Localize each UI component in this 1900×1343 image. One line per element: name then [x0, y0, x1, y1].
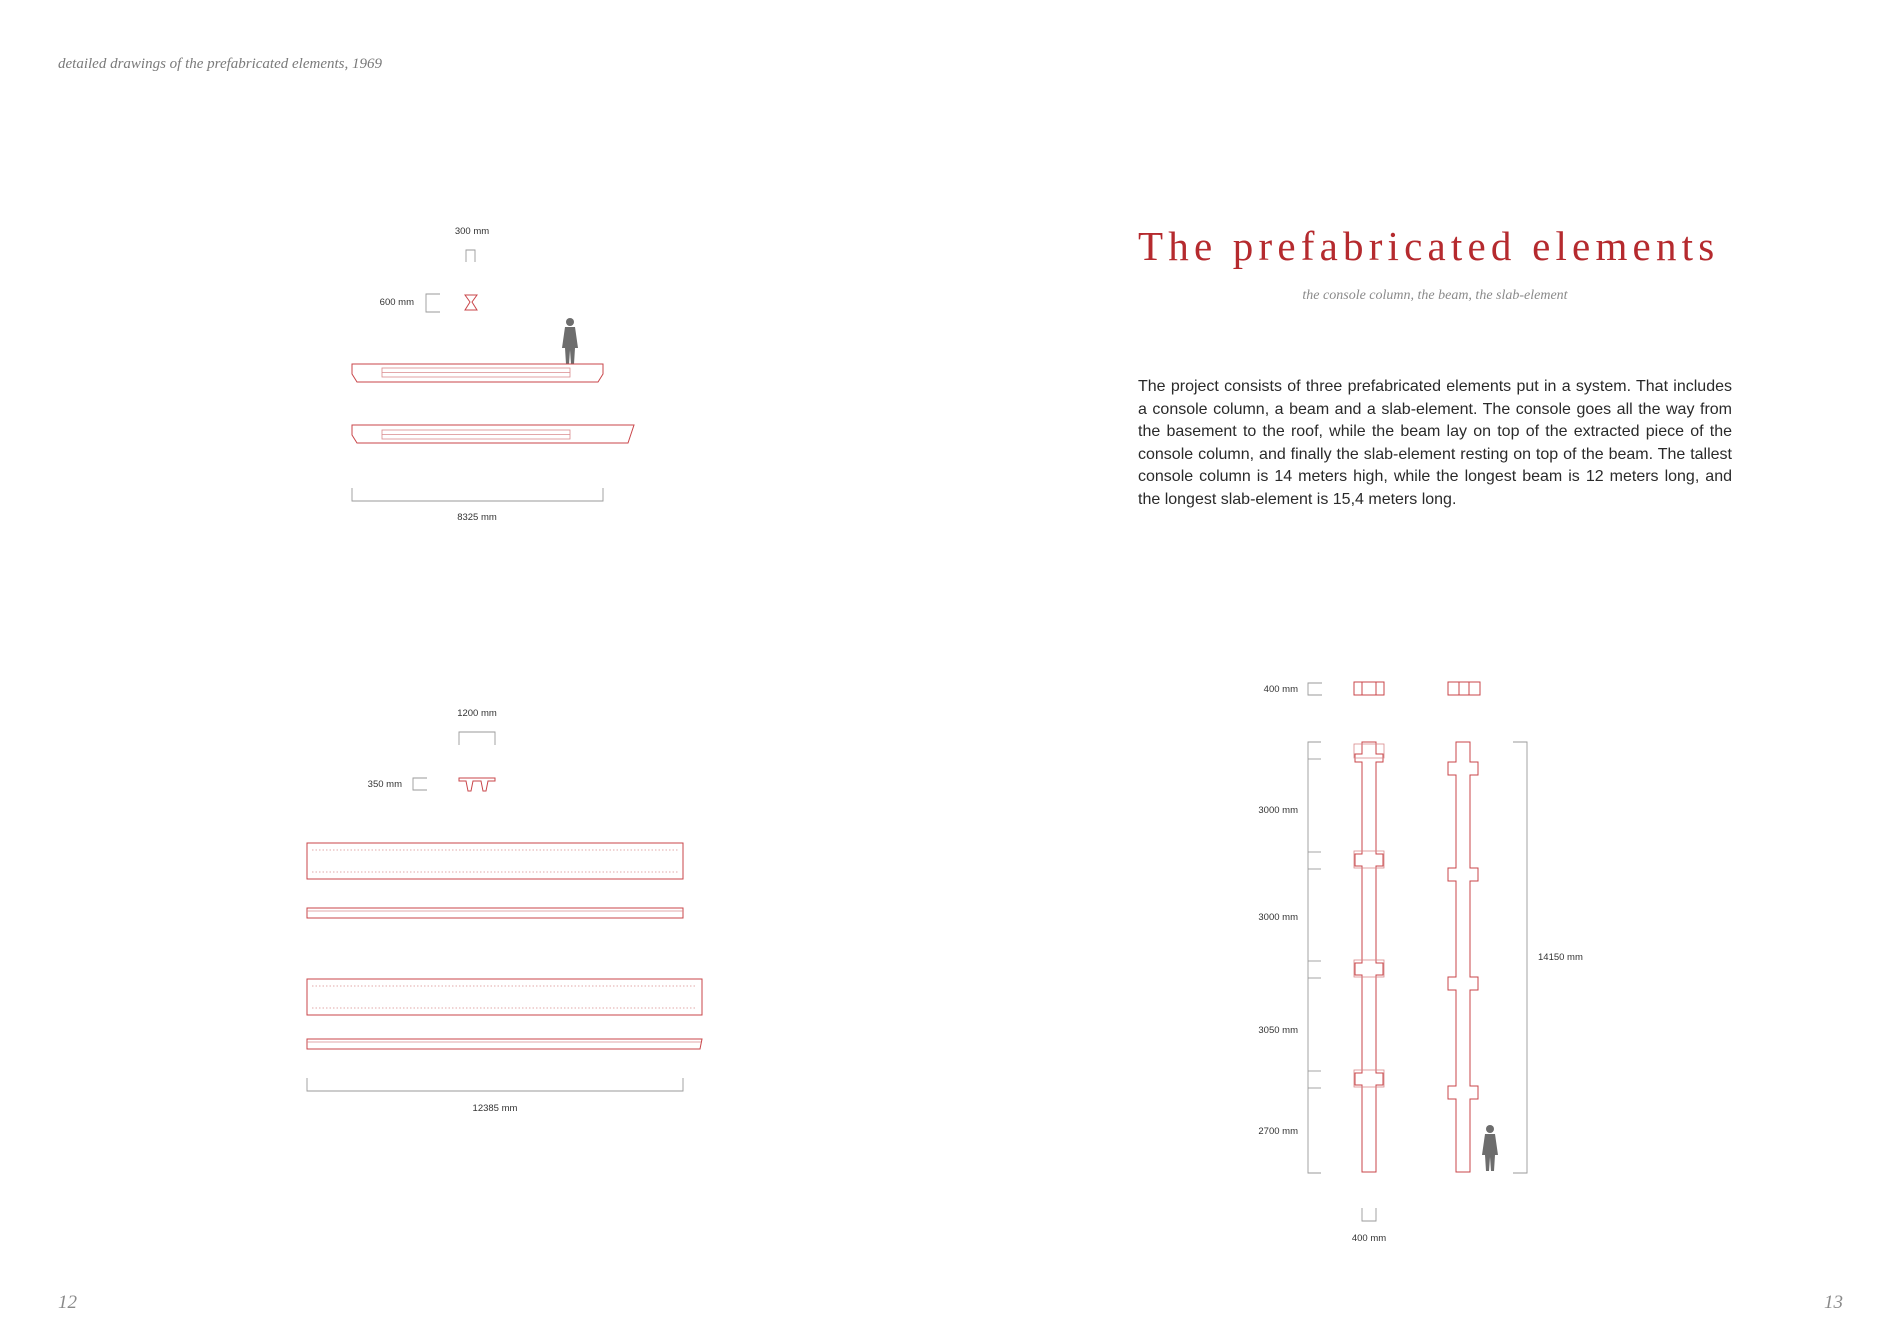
scale-figure-icon — [562, 318, 578, 364]
slab-elevation-2 — [307, 1039, 702, 1049]
beam-section — [465, 295, 477, 310]
body-paragraph: The project consists of three prefabricated elements put in a system. That includes a console column, a beam and a slab-element. The console goes all the way from the basement to the roof, while the beam lay on top of the extracted piece of the console column, and finally the slab-element resting on top of the beam. The tallest console column is 14 meters high, while the longest beam is 12 meters long, and the longest slab-element is 15,4 meters long. — [1138, 378, 1732, 508]
beam-height-bracket — [426, 294, 440, 312]
column-segment-bracket — [1308, 742, 1321, 1173]
column-section-bracket — [1308, 683, 1322, 695]
header-caption: detailed drawings of the prefabricated elements, 1969 — [58, 56, 382, 72]
column-drawing — [1258, 682, 1583, 1244]
slab-width-bracket — [459, 732, 495, 745]
scale-figure-icon — [1482, 1125, 1498, 1171]
column-base-label: 400 mm — [1351, 1233, 1387, 1244]
column-section-1 — [1354, 682, 1384, 695]
slab-width-label: 1200 mm — [457, 708, 497, 719]
slab-elevation-1 — [307, 908, 683, 918]
column-segment-3-label: 3050 mm — [1258, 1025, 1298, 1036]
beam-length-label: 8325 mm — [457, 512, 497, 523]
slab-length-label: 12385 mm — [472, 1103, 518, 1114]
column-segment-4-label: 2700 mm — [1258, 1126, 1298, 1137]
beam-drawing — [352, 226, 634, 523]
beam-height-label: 600 mm — [379, 297, 414, 308]
beam-width-bracket — [466, 250, 475, 262]
slab-height-label: 350 mm — [367, 779, 402, 790]
column-segment-2-label: 3000 mm — [1258, 912, 1298, 923]
column-elevation-2 — [1448, 742, 1478, 1172]
slab-length-bracket — [307, 1078, 683, 1091]
column-segment-1-label: 3000 mm — [1258, 805, 1298, 816]
page-number-right: 13 — [1824, 1292, 1843, 1313]
column-base-bracket — [1362, 1208, 1376, 1221]
beam-elevation-1 — [352, 364, 603, 382]
column-elevation-1 — [1355, 742, 1383, 1172]
page-number-left: 12 — [58, 1292, 77, 1313]
beam-width-label: 300 mm — [454, 226, 490, 237]
column-total-label: 14150 mm — [1538, 952, 1583, 963]
slab-plan-1 — [307, 843, 683, 879]
page-title: The prefabricated elements — [1138, 223, 1720, 269]
beam-elevation-2 — [352, 425, 634, 443]
column-section-label: 400 mm — [1263, 684, 1298, 695]
slab-section — [459, 778, 495, 791]
slab-plan-2 — [307, 979, 702, 1015]
column-total-bracket — [1513, 742, 1527, 1173]
slab-drawing — [307, 708, 702, 1114]
beam-length-bracket — [352, 488, 603, 501]
page-subtitle: the console column, the beam, the slab-element — [1302, 288, 1568, 303]
column-section-2 — [1448, 682, 1480, 695]
slab-height-bracket — [413, 778, 427, 790]
